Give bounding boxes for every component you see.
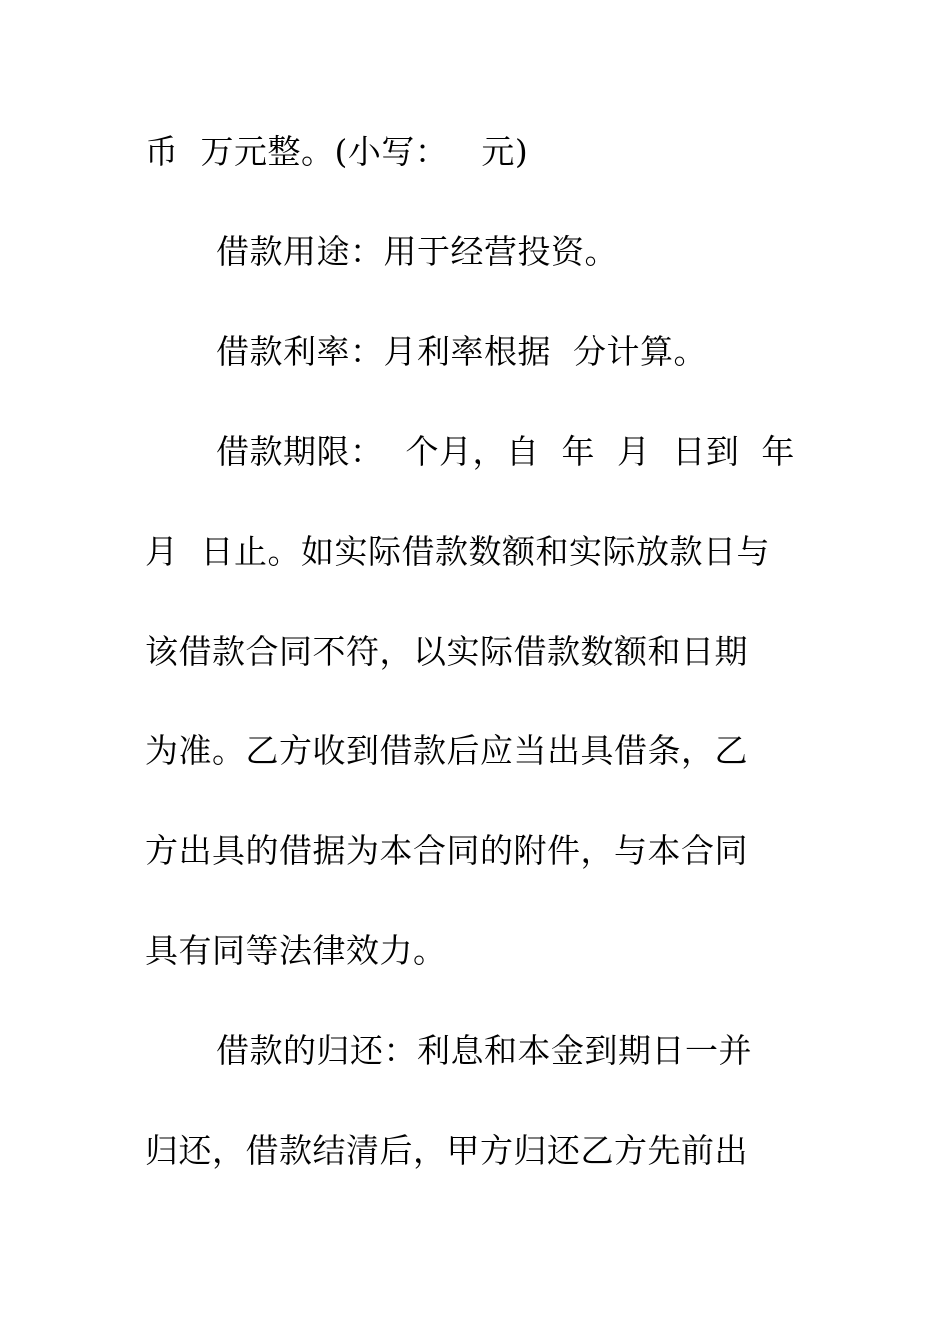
- text-line-5: 月 日止。如实际借款数额和实际放款日与: [145, 532, 770, 571]
- text-line-9: 具有同等法律效力。: [145, 931, 447, 970]
- text-line-8: 方出具的借据为本合同的附件，与本合同: [145, 831, 748, 870]
- text-line-6: 该借款合同不符，以实际借款数额和日期: [145, 632, 748, 671]
- text-line-10: 借款的归还：利息和本金到期日一并: [216, 1031, 752, 1070]
- text-line-1: 币 万元整。(小写： 元): [145, 132, 529, 171]
- text-line-3: 借款利率：月利率根据 分计算。: [216, 332, 707, 371]
- text-line-2: 借款用途：用于经营投资。: [216, 232, 618, 271]
- text-line-11: 归还，借款结清后，甲方归还乙方先前出: [145, 1131, 748, 1170]
- text-line-4: 借款期限： 个月，自 年 月 日到 年: [216, 432, 795, 471]
- text-line-7: 为准。乙方收到借款后应当出具借条，乙: [145, 731, 748, 770]
